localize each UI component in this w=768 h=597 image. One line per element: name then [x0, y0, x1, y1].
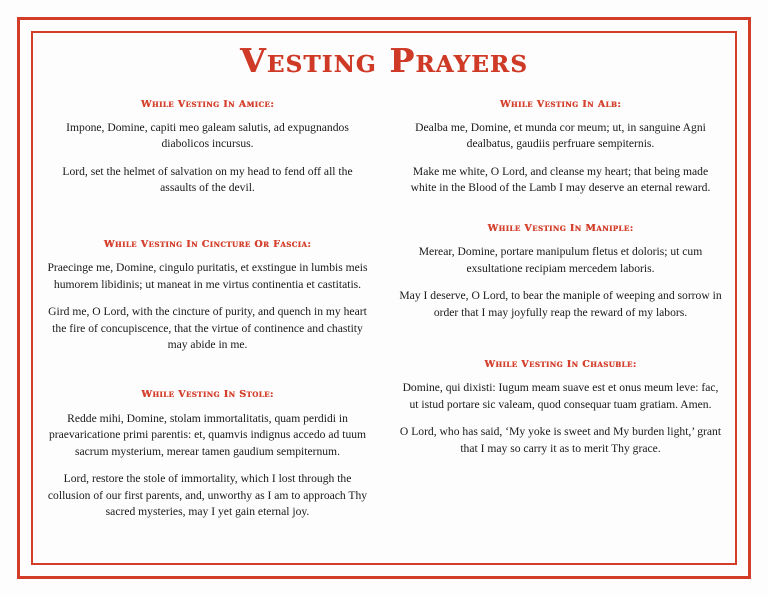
prayer-text-stole-latin: Redde mihi, Domine, stolam immortalitatis, quam perdidi in praevaricatione primi parentis: et, quamvis indignus accedo ad tuum sacrum mysterium, merear tamen gaudium sempiternum.: [48, 411, 367, 458]
spacer-after-amice: [40, 203, 375, 239]
prayer-text-alb-latin: Dealba me, Domine, et munda cor meum; ut, in sanguine Agni dealbatus, gaudiis perfruare sempiternis.: [415, 120, 706, 151]
prayer-text-alb-english: Make me white, O Lord, and cleanse my heart; that being made white in the Blood of the Lamb I may deserve an eternal reward.: [410, 164, 711, 195]
prayer-heading-cincture: While Vesting In Cincture Or Fascia:: [103, 238, 312, 250]
prayer-block-amice: [40, 99, 375, 197]
spacer-after-cincture: [40, 359, 375, 389]
prayer-block-stole: [40, 389, 375, 520]
prayer-text-chasuble-latin: Domine, qui dixisti: Iugum meam suave est et onus meum leve: fac, ut istud portare sic valeam, quod consequar tuam gratiam. Amen.: [402, 381, 719, 411]
prayer-heading-alb: While Vesting In Alb:: [499, 98, 622, 110]
page-title: Vesting Prayers: [239, 41, 529, 80]
prayer-text-cincture-english: Gird me, O Lord, with the cincture of purity, and quench in my heart the fire of concupiscence, that the virtue of continence and chastity may abide in me.: [48, 305, 367, 351]
spacer-after-alb: [393, 203, 728, 223]
prayer-block-cincture: [40, 239, 375, 354]
prayer-block-maniple: [393, 223, 728, 321]
prayer-text-maniple-latin: Merear, Domine, portare manipulum fletus et doloris; ut cum exsultatione recipiam mercedem laboris.: [418, 245, 703, 275]
prayer-text-amice-english: Lord, set the helmet of salvation on my head to fend off all the assaults of the devil.: [62, 164, 353, 195]
prayer-heading-chasuble: While Vesting In Chasuble:: [484, 358, 637, 370]
prayer-block-alb: [393, 99, 728, 197]
document-content: [40, 38, 728, 557]
right-column: [393, 99, 728, 527]
left-column: [40, 99, 375, 527]
prayer-text-stole-english: Lord, restore the stole of immortality, which I lost through the collusion of our first parents, and, unworthy as I am to approach Thy sacred mysteries, may I yet gain eternal joy.: [47, 472, 368, 519]
spacer-after-maniple: [393, 327, 728, 359]
prayer-text-chasuble-english: O Lord, who has said, ‘My yoke is sweet and My burden light,’ grant that I may so carry it as to merit Thy grace.: [399, 425, 722, 455]
prayer-text-maniple-english: May I deserve, O Lord, to bear the maniple of weeping and sorrow in order that I may joyfully reap the reward of my labors.: [399, 289, 722, 319]
prayer-block-chasuble: [393, 359, 728, 457]
prayer-text-cincture-latin: Praecinge me, Domine, cingulo puritatis, et exstingue in lumbis meis humorem libidinis; ut maneat in me virtus continentia et castitatis.: [47, 261, 368, 291]
prayer-heading-maniple: While Vesting In Maniple:: [487, 222, 634, 234]
prayer-heading-stole: While Vesting In Stole:: [141, 389, 274, 401]
prayer-text-amice-latin: Impone, Domine, capiti meo galeam salutis, ad expugnandos diabolicos incursus.: [66, 120, 349, 151]
prayer-heading-amice: While Vesting In Amice:: [140, 98, 275, 110]
prayers-two-column-layout: [40, 99, 728, 527]
